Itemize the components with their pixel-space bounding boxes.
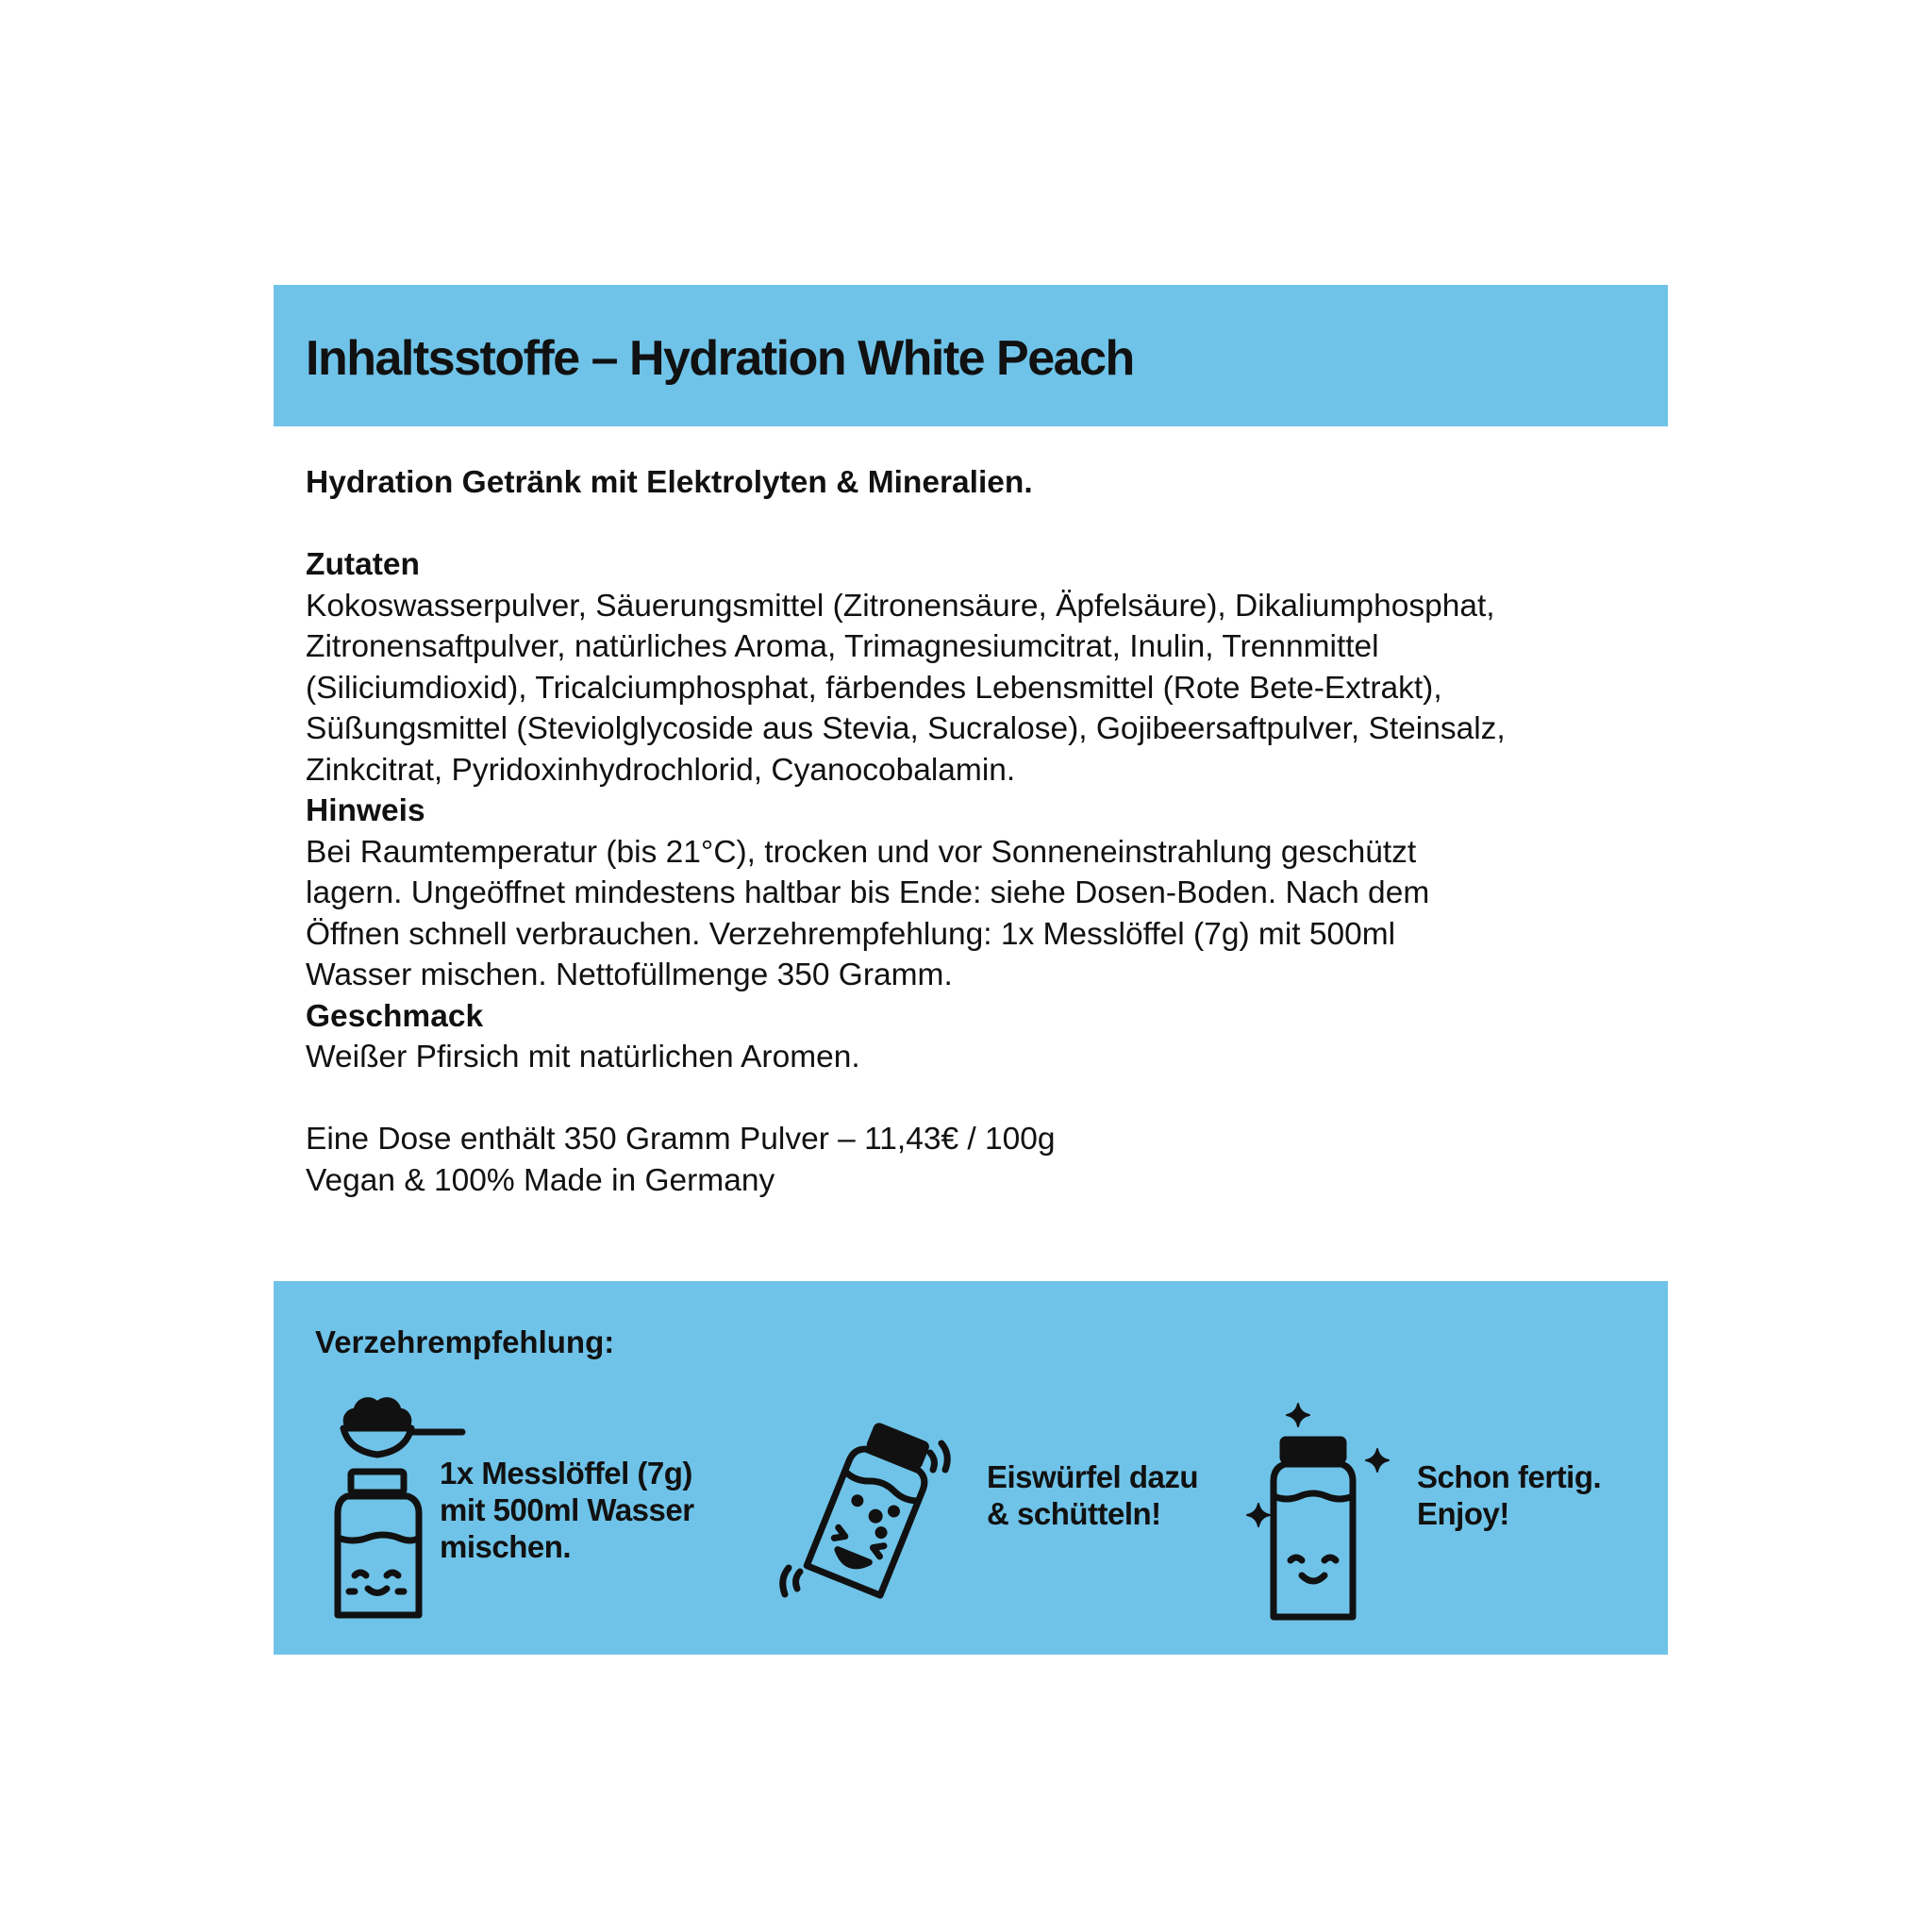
step-1-text — [440, 1455, 694, 1565]
usage-title: Verzehrempfehlung: — [315, 1324, 615, 1359]
section-taste — [306, 996, 1645, 1078]
step-2-text — [987, 1458, 1198, 1532]
step-text-line: Enjoy! — [1417, 1496, 1509, 1531]
step-text-line: 1x Messlöffel (7g) — [440, 1456, 692, 1491]
package-info: Eine Dose enthält 350 Gramm Pulver – 11,43€ / 100g — [306, 1122, 1056, 1157]
notice-line: Bei Raumtemperatur (bis 21°C), trocken und vor Sonneneinstrahlung geschützt — [306, 834, 1417, 870]
origin-info: Vegan & 100% Made in Germany — [306, 1162, 775, 1198]
section-notice — [306, 791, 1645, 996]
product-info — [306, 462, 1645, 1201]
step-text-line: mit 500ml Wasser — [440, 1492, 694, 1527]
step-text-line: & schütteln! — [987, 1496, 1161, 1531]
ingredients-line: Süßungsmittel (Steviolglycoside aus Stevia, Sucralose), Gojibeersaftpulver, Steinsalz, — [306, 711, 1506, 746]
section-heading: Zutaten — [306, 547, 420, 582]
step-text-line: mischen. — [440, 1529, 572, 1564]
page-title: Inhaltsstoffe – Hydration White Peach — [306, 331, 1134, 386]
step-text-line: Eiswürfel dazu — [987, 1459, 1199, 1494]
title-banner — [274, 285, 1668, 426]
ingredients-line: Zitronensaftpulver, natürliches Aroma, Trimagnesiumcitrat, Inulin, Trennmittel — [306, 629, 1379, 664]
shaking-bottle-icon — [774, 1421, 962, 1609]
section-heading: Geschmack — [306, 998, 484, 1034]
step-3-text — [1417, 1458, 1601, 1532]
ingredients-line: Zinkcitrat, Pyridoxinhydrochlorid, Cyanocobalamin. — [306, 752, 1016, 788]
notice-line: Öffnen schnell verbrauchen. Verzehrempfehlung: 1x Messlöffel (7g) mit 500ml — [306, 916, 1396, 952]
notice-line: Wasser mischen. Nettofüllmenge 350 Gramm. — [306, 958, 953, 992]
notice-line: lagern. Ungeöffnet mindestens haltbar bis Ende: siehe Dosen-Boden. Nach dem — [306, 875, 1430, 910]
spacer — [306, 1078, 1645, 1120]
section-heading: Hinweis — [306, 793, 425, 828]
spacer — [306, 504, 1645, 545]
taste-line: Weißer Pfirsich mit natürlichen Aromen. — [306, 1040, 860, 1074]
ingredients-line: (Siliciumdioxid), Tricalciumphosphat, färbendes Lebensmittel (Rote Bete-Extrakt), — [306, 670, 1442, 706]
ingredients-line: Kokoswasserpulver, Säuerungsmittel (Zitronensäure, Äpfelsäure), Dikaliumphosphat, — [306, 588, 1495, 624]
section-ingredients — [306, 544, 1645, 791]
usage-panel — [274, 1281, 1668, 1655]
sparkle-bottle-icon — [1245, 1400, 1396, 1626]
product-subtitle: Hydration Getränk mit Elektrolyten & Mineralien. — [306, 465, 1033, 500]
step-text-line: Schon fertig. — [1417, 1459, 1602, 1494]
